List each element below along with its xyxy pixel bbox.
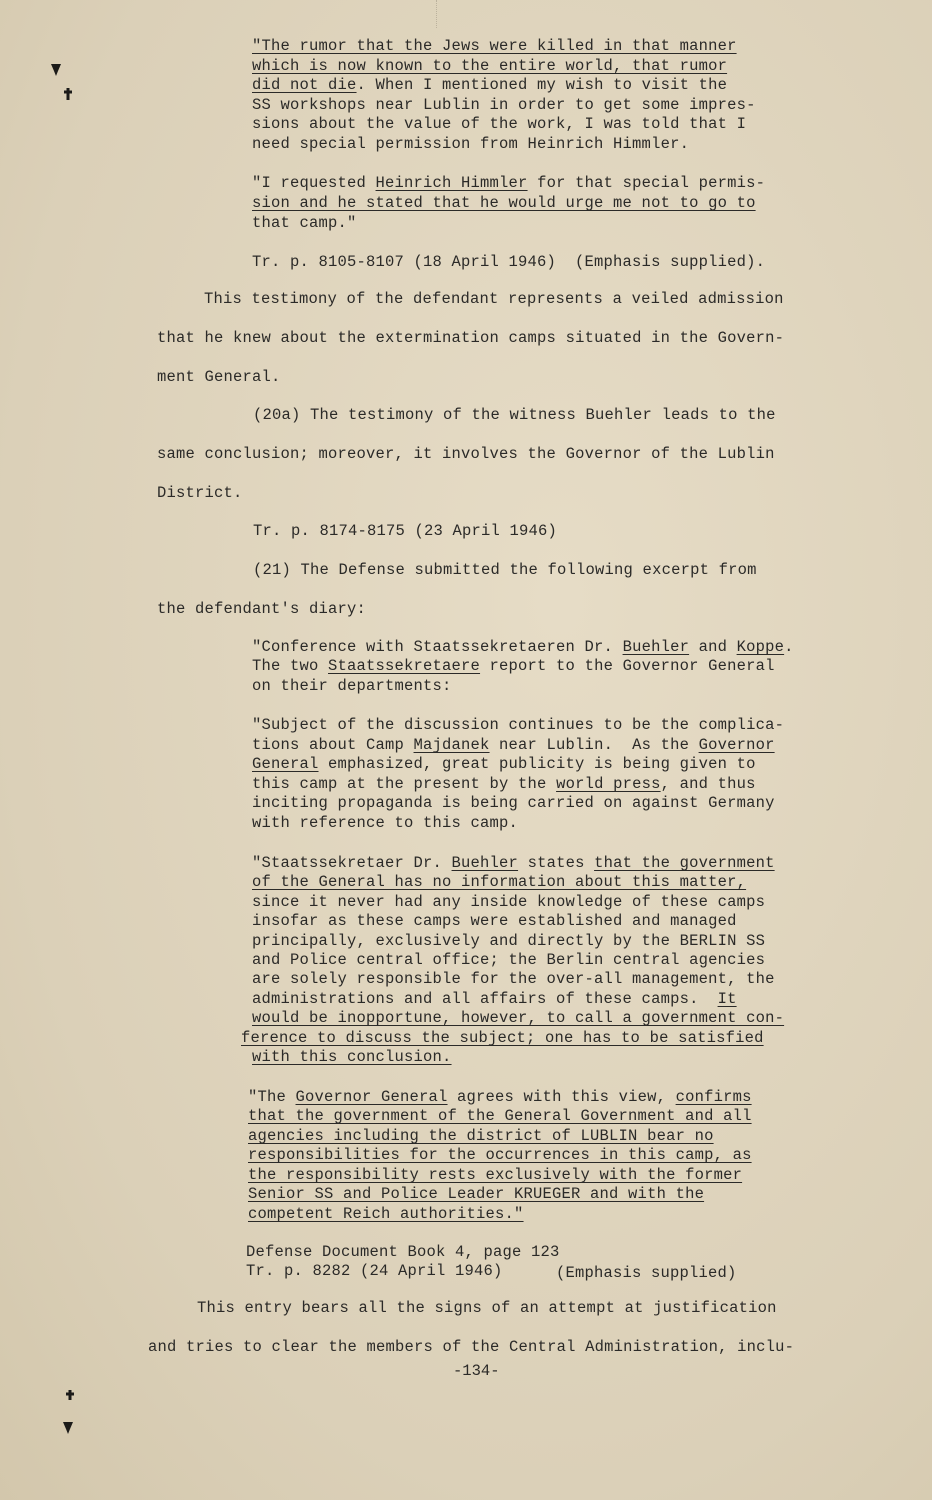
diary-line: that the government of the General Government and all [248, 1107, 752, 1125]
citation: Tr. p. 8105-8107 (18 April 1946) (Emphasis supplied). [252, 253, 766, 271]
text-run: "I requested [252, 174, 376, 192]
punch-hole-icon [64, 1388, 76, 1404]
text-run: , and thus [660, 775, 756, 793]
quote1-line: which is now known to the entire world, that rumor [252, 57, 728, 75]
punch-hole-icon [50, 62, 62, 78]
punch-hole-icon [62, 86, 74, 102]
text-run: near Lublin. As the [489, 736, 699, 754]
emphasis: Governor [698, 736, 775, 754]
page-number: -134- [453, 1362, 500, 1380]
emphasis: It [717, 990, 737, 1008]
diary-line: and Police central office; the Berlin central agencies [252, 951, 766, 969]
emphasis: Staatssekretaere [328, 657, 481, 675]
diary-line: agencies including the district of LUBLIN bear no [248, 1127, 714, 1145]
quote1-line: sions about the value of the work, I was told that I [252, 115, 747, 133]
diary-line: insofar as these camps were established and managed [252, 912, 737, 930]
diary-line: responsibilities for the occurrences in this camp, as [248, 1146, 752, 1164]
diary-line: principally, exclusively and directly by the BERLIN SS [252, 932, 766, 950]
diary-line: competent Reich authorities." [248, 1205, 524, 1223]
citation: Defense Document Book 4, page 123 [246, 1243, 560, 1261]
quote1-line: need special permission from Heinrich Himmler. [252, 135, 690, 153]
diary-line: Senior SS and Police Leader KRUEGER and with the [248, 1185, 705, 1203]
text-run: states [518, 854, 595, 872]
text-run: agrees with this view, [447, 1088, 676, 1106]
text-run: "Conference with Staatssekretaeren Dr. [252, 638, 623, 656]
text-run: report to the Governor General [480, 657, 775, 675]
diary-line [252, 755, 756, 775]
text-run: . When I mentioned my wish to visit the [356, 76, 728, 94]
emphasis: Governor General [295, 1088, 448, 1106]
paragraph-line: (21) The Defense submitted the following excerpt from [253, 561, 757, 579]
emphasis: Buehler [451, 854, 519, 872]
emphasis: Heinrich Himmler [375, 174, 528, 192]
paragraph-line: the defendant's diary: [157, 600, 367, 618]
emphasis: General [252, 755, 319, 773]
paragraph-line: same conclusion; moreover, it involves the Governor of the Lublin [157, 445, 775, 463]
paragraph-line: (20a) The testimony of the witness Buehler leads to the [253, 406, 776, 424]
paragraph-line: This entry bears all the signs of an attempt at justification [197, 1299, 777, 1317]
paragraph-line: This testimony of the defendant represents a veiled admission [204, 290, 784, 308]
quote1-line: "The rumor that the Jews were killed in that manner [252, 37, 737, 55]
text-run: administrations and all affairs of these camps. [252, 990, 718, 1008]
emphasis: world press [556, 775, 661, 793]
emphasis: did not die [252, 76, 357, 94]
text-run: "Staatssekretaer Dr. [252, 854, 452, 872]
text-run: for that special permis- [527, 174, 766, 192]
diary-line: since it never had any inside knowledge of these camps [252, 893, 766, 911]
diary-line: "Conference with Staatssekretaeren Dr. Buehler and Koppe. [252, 638, 794, 656]
diary-line: of the General has no information about this matter, [252, 873, 747, 891]
diary-line [252, 657, 775, 677]
punch-hole-icon [62, 1420, 74, 1436]
paragraph-line: that he knew about the extermination camps situated in the Govern- [157, 329, 785, 347]
paragraph-line: District. [157, 484, 243, 502]
quote2-line: sion and he stated that he would urge me not to go to [252, 194, 756, 212]
diary-line: would be inopportune, however, to call a government con- [252, 1009, 785, 1027]
diary-line: are solely responsible for the over-all management, the [252, 970, 775, 988]
diary-line [248, 1088, 752, 1108]
diary-line: with this conclusion. [252, 1048, 452, 1066]
emphasis: Buehler [622, 638, 690, 656]
emphasis: Koppe [736, 638, 785, 656]
quote2-line [252, 174, 765, 194]
quote1-line [252, 76, 727, 96]
diary-line [252, 736, 775, 756]
emphasis: Majdanek [413, 736, 490, 754]
diary-line [252, 990, 737, 1010]
binding-mark [436, 0, 443, 28]
quote2-line: that camp." [252, 214, 357, 232]
citation: Tr. p. 8282 (24 April 1946) [246, 1262, 503, 1280]
text-run: and [689, 638, 737, 656]
quote1-line: SS workshops near Lublin in order to get some impres- [252, 96, 756, 114]
emphasis: confirms [675, 1088, 752, 1106]
diary-line: "Subject of the discussion continues to be the complica- [252, 716, 785, 734]
paragraph-line: ment General. [157, 368, 281, 386]
citation: Tr. p. 8174-8175 (23 April 1946) [253, 522, 558, 540]
diary-line [252, 775, 756, 795]
diary-line [252, 854, 775, 874]
diary-line: inciting propaganda is being carried on against Germany [252, 794, 775, 812]
diary-line: on their departments: [252, 677, 452, 695]
text-run: tions about Camp [252, 736, 414, 754]
diary-line: with reference to this camp. [252, 814, 519, 832]
citation: (Emphasis supplied) [556, 1264, 737, 1282]
text-run: this camp at the present by the [252, 775, 557, 793]
emphasis: that the government [594, 854, 775, 872]
text-run: "The [248, 1088, 296, 1106]
text-run: The two [252, 657, 329, 675]
text-run: emphasized, great publicity is being given to [318, 755, 756, 773]
paragraph-line: and tries to clear the members of the Central Administration, inclu- [148, 1338, 795, 1356]
diary-line: ference to discuss the subject; one has to be satisfied [241, 1029, 764, 1047]
diary-line: the responsibility rests exclusively with the former [248, 1166, 743, 1184]
